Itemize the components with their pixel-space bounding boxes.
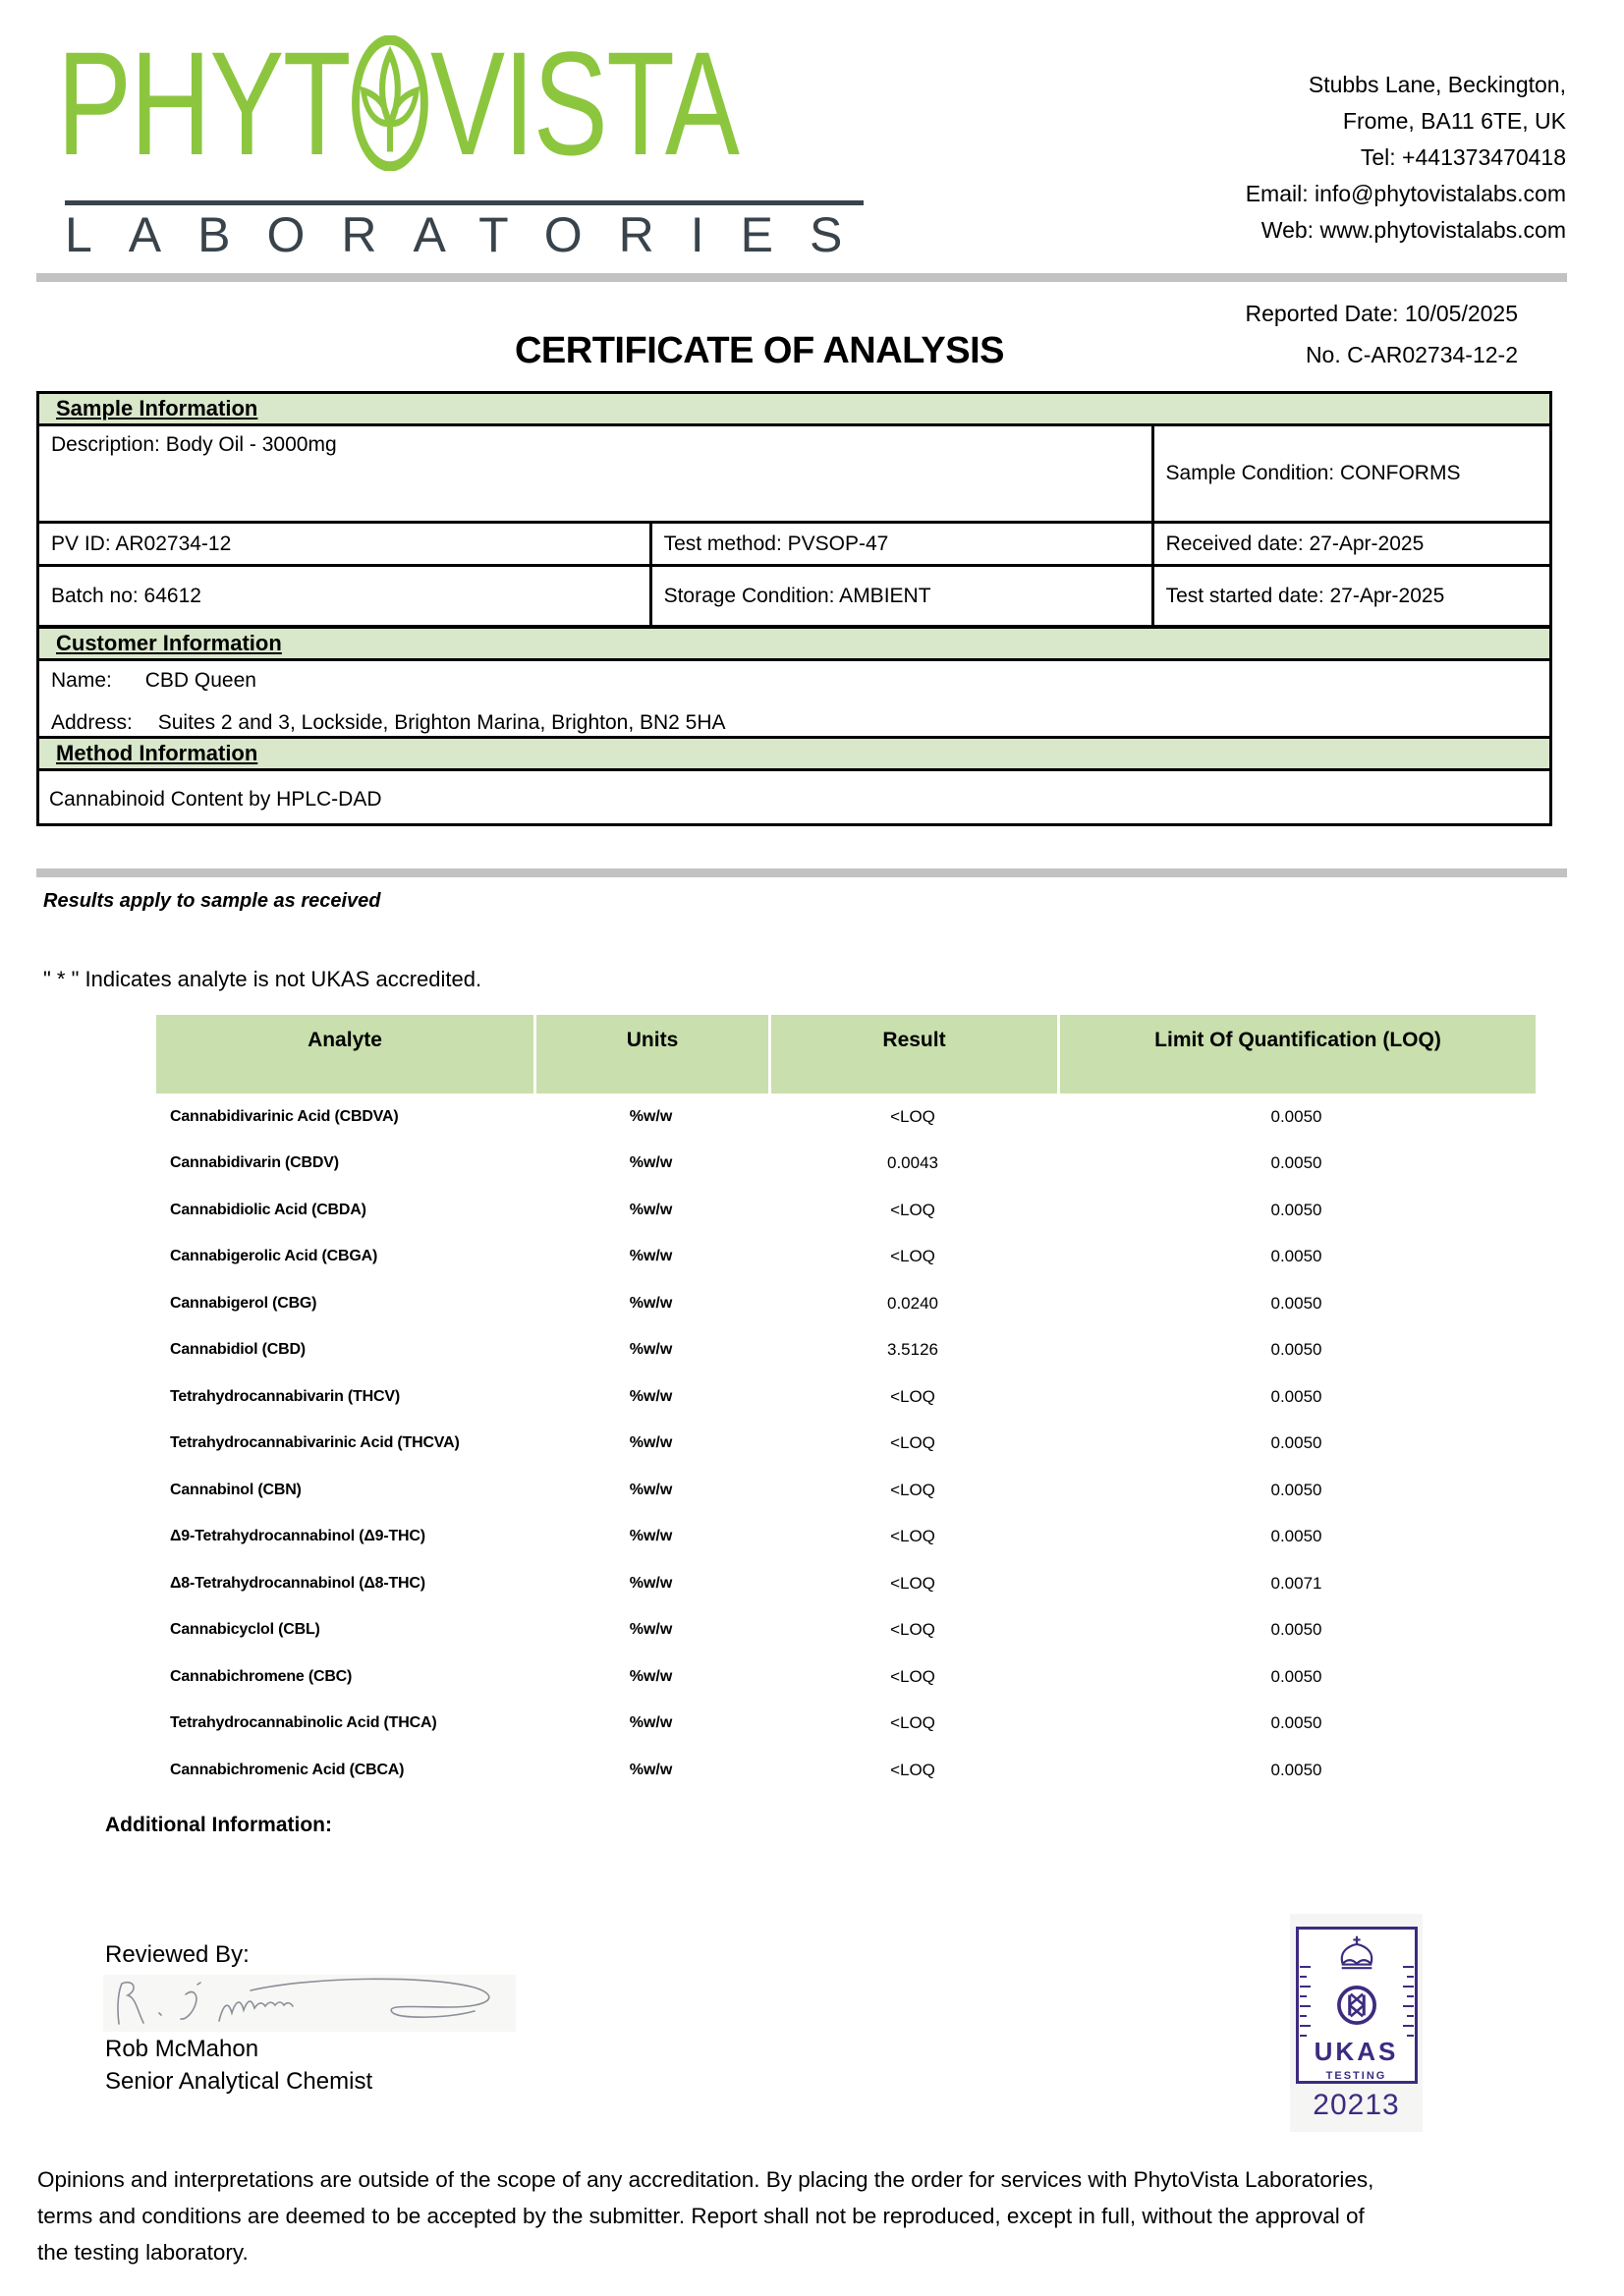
table-row xyxy=(156,1560,1536,1607)
cell-loq: 0.0050 xyxy=(1270,1340,1322,1360)
contact-block xyxy=(1246,67,1566,249)
customer-address-line xyxy=(51,711,1549,735)
cell-analyte: Tetrahydrocannabivarinic Acid (THCVA) xyxy=(170,1434,460,1452)
table-row xyxy=(156,1607,1536,1654)
cell-analyte: Cannabinol (CBN) xyxy=(170,1481,302,1498)
cell-result: <LOQ xyxy=(890,1666,935,1686)
results-table-body xyxy=(156,1093,1536,1794)
column-header-loq: Limit Of Quantification (LOQ) xyxy=(1057,1015,1536,1093)
method-information-section xyxy=(36,736,1552,826)
table-row xyxy=(156,1187,1536,1234)
reviewer-name: Rob McMahon xyxy=(105,2036,259,2062)
table-row xyxy=(156,1653,1536,1701)
cell-units: %w/w xyxy=(629,1621,673,1639)
cell-analyte: Δ9-Tetrahydrocannabinol (Δ9-THC) xyxy=(170,1528,425,1545)
customer-address-label: Address: xyxy=(51,711,133,734)
cell-loq: 0.0050 xyxy=(1270,1153,1322,1173)
cell-units: %w/w xyxy=(629,1434,673,1452)
cell-loq: 0.0050 xyxy=(1270,1106,1322,1126)
cell-units: %w/w xyxy=(629,1667,673,1685)
footer-line-1: Opinions and interpretations are outside of the scope of any accreditation. By placing the order for services with PhytoVista Laboratories, xyxy=(37,2167,1374,2192)
table-row xyxy=(156,1093,1536,1141)
sample-row-ids xyxy=(39,521,1549,564)
cell-result: <LOQ xyxy=(890,1527,935,1546)
cell-result: <LOQ xyxy=(890,1433,935,1453)
brand-word-part2: VISTA xyxy=(430,21,739,186)
cell-result: 0.0240 xyxy=(887,1293,938,1313)
contact-web: Web: www.phytovistalabs.com xyxy=(1260,217,1566,243)
sample-information-section xyxy=(36,391,1552,628)
cell-units: %w/w xyxy=(629,1528,673,1545)
cell-loq: 0.0050 xyxy=(1270,1433,1322,1453)
results-note: Results apply to sample as received xyxy=(43,890,381,912)
page-title: CERTIFICATE OF ANALYSIS xyxy=(514,330,1004,371)
cell-analyte: Cannabidiolic Acid (CBDA) xyxy=(170,1201,366,1218)
cell-units: %w/w xyxy=(629,1341,673,1359)
report-meta xyxy=(1246,293,1518,375)
reviewed-by-label: Reviewed By: xyxy=(105,1941,250,1968)
footer-line-2: terms and conditions are deemed to be accepted by the submitter. Report shall not be reproduced, except in full, without the approval of xyxy=(37,2204,1365,2228)
cell-analyte: Tetrahydrocannabivarin (THCV) xyxy=(170,1387,400,1405)
cell-result: <LOQ xyxy=(890,1247,935,1266)
results-table-header xyxy=(156,1015,1536,1093)
cell-units: %w/w xyxy=(629,1714,673,1732)
brand-logo xyxy=(57,21,739,186)
cell-analyte: Δ8-Tetrahydrocannabinol (Δ8-THC) xyxy=(170,1574,425,1592)
cell-units: %w/w xyxy=(629,1248,673,1265)
cell-result: <LOQ xyxy=(890,1620,935,1640)
cell-units: %w/w xyxy=(629,1107,673,1125)
cell-result: <LOQ xyxy=(890,1760,935,1779)
footer-disclaimer xyxy=(37,2161,1540,2270)
contact-email: Email: info@phytovistalabs.com xyxy=(1245,181,1566,206)
leaf-icon xyxy=(351,35,428,171)
column-header-result: Result xyxy=(768,1015,1057,1093)
cell-analyte: Cannabigerolic Acid (CBGA) xyxy=(170,1248,378,1265)
cell-result: 3.5126 xyxy=(887,1340,938,1360)
ukas-ruler-left-icon xyxy=(1300,1965,1313,2038)
cell-units: %w/w xyxy=(629,1387,673,1405)
cell-analyte: Tetrahydrocannabinolic Acid (THCA) xyxy=(170,1714,437,1732)
sample-test-started-date: Test started date: 27-Apr-2025 xyxy=(1165,584,1445,607)
cell-loq: 0.0050 xyxy=(1270,1620,1322,1640)
cell-units: %w/w xyxy=(629,1481,673,1498)
cell-loq: 0.0050 xyxy=(1270,1480,1322,1499)
table-row xyxy=(156,1373,1536,1421)
table-row xyxy=(156,1514,1536,1561)
cell-units: %w/w xyxy=(629,1761,673,1778)
customer-address: Suites 2 and 3, Lockside, Brighton Marina, Brighton, BN2 5HA xyxy=(157,711,726,734)
sample-batch-no: Batch no: 64612 xyxy=(39,567,652,625)
cell-loq: 0.0050 xyxy=(1270,1527,1322,1546)
method-information-heading: Method Information xyxy=(39,739,1549,771)
brand-divider xyxy=(65,200,864,205)
cell-units: %w/w xyxy=(629,1201,673,1218)
ukas-subtitle: TESTING xyxy=(1325,2070,1387,2082)
sample-pv-id: PV ID: AR02734-12 xyxy=(39,524,652,564)
sample-storage-condition: Storage Condition: AMBIENT xyxy=(652,567,1154,625)
ukas-emblem-icon xyxy=(1326,1975,1387,2036)
cell-analyte: Cannabicyclol (CBL) xyxy=(170,1621,320,1639)
cell-units: %w/w xyxy=(629,1294,673,1312)
signature-scrawl xyxy=(103,1975,516,2032)
reported-date: Reported Date: 10/05/2025 xyxy=(1245,301,1518,326)
contact-address-line2: Frome, BA11 6TE, UK xyxy=(1342,108,1566,134)
cell-loq: 0.0050 xyxy=(1270,1293,1322,1313)
cell-result: 0.0043 xyxy=(887,1153,938,1173)
table-row xyxy=(156,1141,1536,1188)
cell-result: <LOQ xyxy=(890,1713,935,1733)
cell-loq: 0.0050 xyxy=(1270,1713,1322,1733)
ukas-ruler-right-icon xyxy=(1401,1965,1414,2038)
table-row xyxy=(156,1421,1536,1468)
sample-row-description xyxy=(39,426,1549,521)
sample-information-heading: Sample Information xyxy=(39,394,1549,426)
customer-name-line xyxy=(51,669,1549,693)
contact-phone: Tel: +441373470418 xyxy=(1360,144,1566,170)
sample-description: Description: Body Oil - 3000mg xyxy=(39,426,1154,521)
sample-condition: Sample Condition: CONFORMS xyxy=(1165,462,1461,484)
footer-line-3: the testing laboratory. xyxy=(37,2240,249,2265)
cell-analyte: Cannabidivarinic Acid (CBDVA) xyxy=(170,1107,399,1125)
ukas-word: UKAS xyxy=(1314,2037,1399,2066)
ukas-number: 20213 xyxy=(1313,2089,1400,2121)
cell-analyte: Cannabidivarin (CBDV) xyxy=(170,1154,339,1172)
cell-analyte: Cannabidiol (CBD) xyxy=(170,1341,306,1359)
brand-subtitle: LABORATORIES xyxy=(65,207,879,262)
table-row xyxy=(156,1747,1536,1794)
method-name: Cannabinoid Content by HPLC-DAD xyxy=(49,788,382,811)
cell-loq: 0.0050 xyxy=(1270,1760,1322,1779)
column-header-units: Units xyxy=(533,1015,768,1093)
table-row xyxy=(156,1280,1536,1327)
section-divider xyxy=(36,868,1567,877)
reviewer-title: Senior Analytical Chemist xyxy=(105,2068,373,2095)
customer-information-body xyxy=(39,661,1549,745)
customer-name-label: Name: xyxy=(51,669,112,692)
table-row xyxy=(156,1467,1536,1514)
sample-received-date: Received date: 27-Apr-2025 xyxy=(1165,532,1425,555)
cell-loq: 0.0050 xyxy=(1270,1200,1322,1219)
ukas-box xyxy=(1296,1927,1418,2084)
header-divider xyxy=(36,273,1567,282)
sample-row-batch xyxy=(39,564,1549,625)
crown-icon xyxy=(1330,1934,1383,1970)
cell-analyte: Cannabigerol (CBG) xyxy=(170,1294,317,1312)
cell-result: <LOQ xyxy=(890,1106,935,1126)
cell-result: <LOQ xyxy=(890,1200,935,1219)
certificate-number: No. C-AR02734-12-2 xyxy=(1305,342,1518,367)
ukas-mark xyxy=(1290,1914,1423,2132)
contact-address-line1: Stubbs Lane, Beckington, xyxy=(1308,72,1566,97)
cell-analyte: Cannabichromene (CBC) xyxy=(170,1667,353,1685)
accreditation-note: " * " Indicates analyte is not UKAS accredited. xyxy=(43,967,482,991)
cell-loq: 0.0071 xyxy=(1270,1573,1322,1593)
cell-analyte: Cannabichromenic Acid (CBCA) xyxy=(170,1761,405,1778)
cell-loq: 0.0050 xyxy=(1270,1386,1322,1406)
column-header-analyte: Analyte xyxy=(308,1029,382,1051)
customer-information-heading: Customer Information xyxy=(39,629,1549,661)
signature-image xyxy=(103,1975,516,2032)
sample-test-method: Test method: PVSOP-47 xyxy=(652,524,1154,564)
customer-name: CBD Queen xyxy=(144,669,256,692)
cell-result: <LOQ xyxy=(890,1480,935,1499)
additional-information-label: Additional Information: xyxy=(105,1814,332,1836)
results-table xyxy=(156,1015,1536,1794)
cell-loq: 0.0050 xyxy=(1270,1666,1322,1686)
table-row xyxy=(156,1701,1536,1748)
cell-result: <LOQ xyxy=(890,1386,935,1406)
brand-word-part1: PHYT xyxy=(57,21,350,186)
cell-result: <LOQ xyxy=(890,1573,935,1593)
table-row xyxy=(156,1234,1536,1281)
cell-units: %w/w xyxy=(629,1574,673,1592)
table-row xyxy=(156,1327,1536,1374)
cell-loq: 0.0050 xyxy=(1270,1247,1322,1266)
customer-information-section xyxy=(36,626,1552,748)
cell-units: %w/w xyxy=(629,1154,673,1172)
